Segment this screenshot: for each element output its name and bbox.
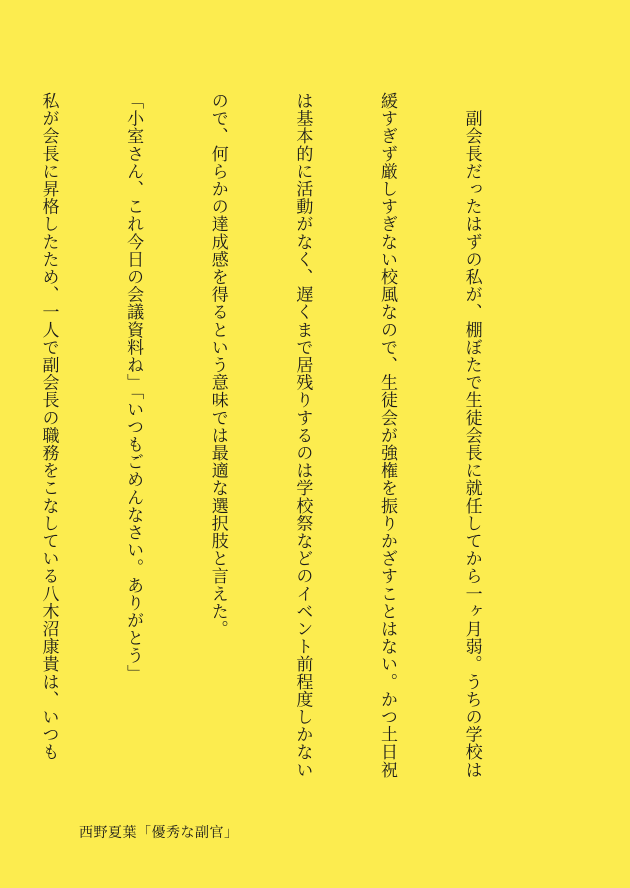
story-line: ので、何らかの達成感を得るという意味では最適な選択肢と言えた。: [207, 92, 228, 638]
story-line: 「小室さん、これ今日の会議資料ね」「いつもごめんなさい。ありがとう」: [123, 92, 144, 682]
story-body: [0, 92, 542, 792]
story-line: 緩すぎず厳しすぎない校風なので、生徒会が強権を振りかざすことはない。かつ土日祝: [376, 92, 397, 779]
story-line: 副会長だったはずの私が、棚ぼたで生徒会長に就任してから一ヶ月弱。うちの学校は: [461, 92, 482, 779]
story-line: は基本的に活動がなく、遅くまで居残りするのは学校祭などのイベント前程度しかない: [292, 92, 313, 779]
story-line: 私が会長に昇格したため、一人で副会長の職務をこなしている八木沼康貴は、いつも: [38, 92, 59, 761]
author-title-attribution: 西野夏葉「優秀な副官」: [79, 825, 239, 841]
